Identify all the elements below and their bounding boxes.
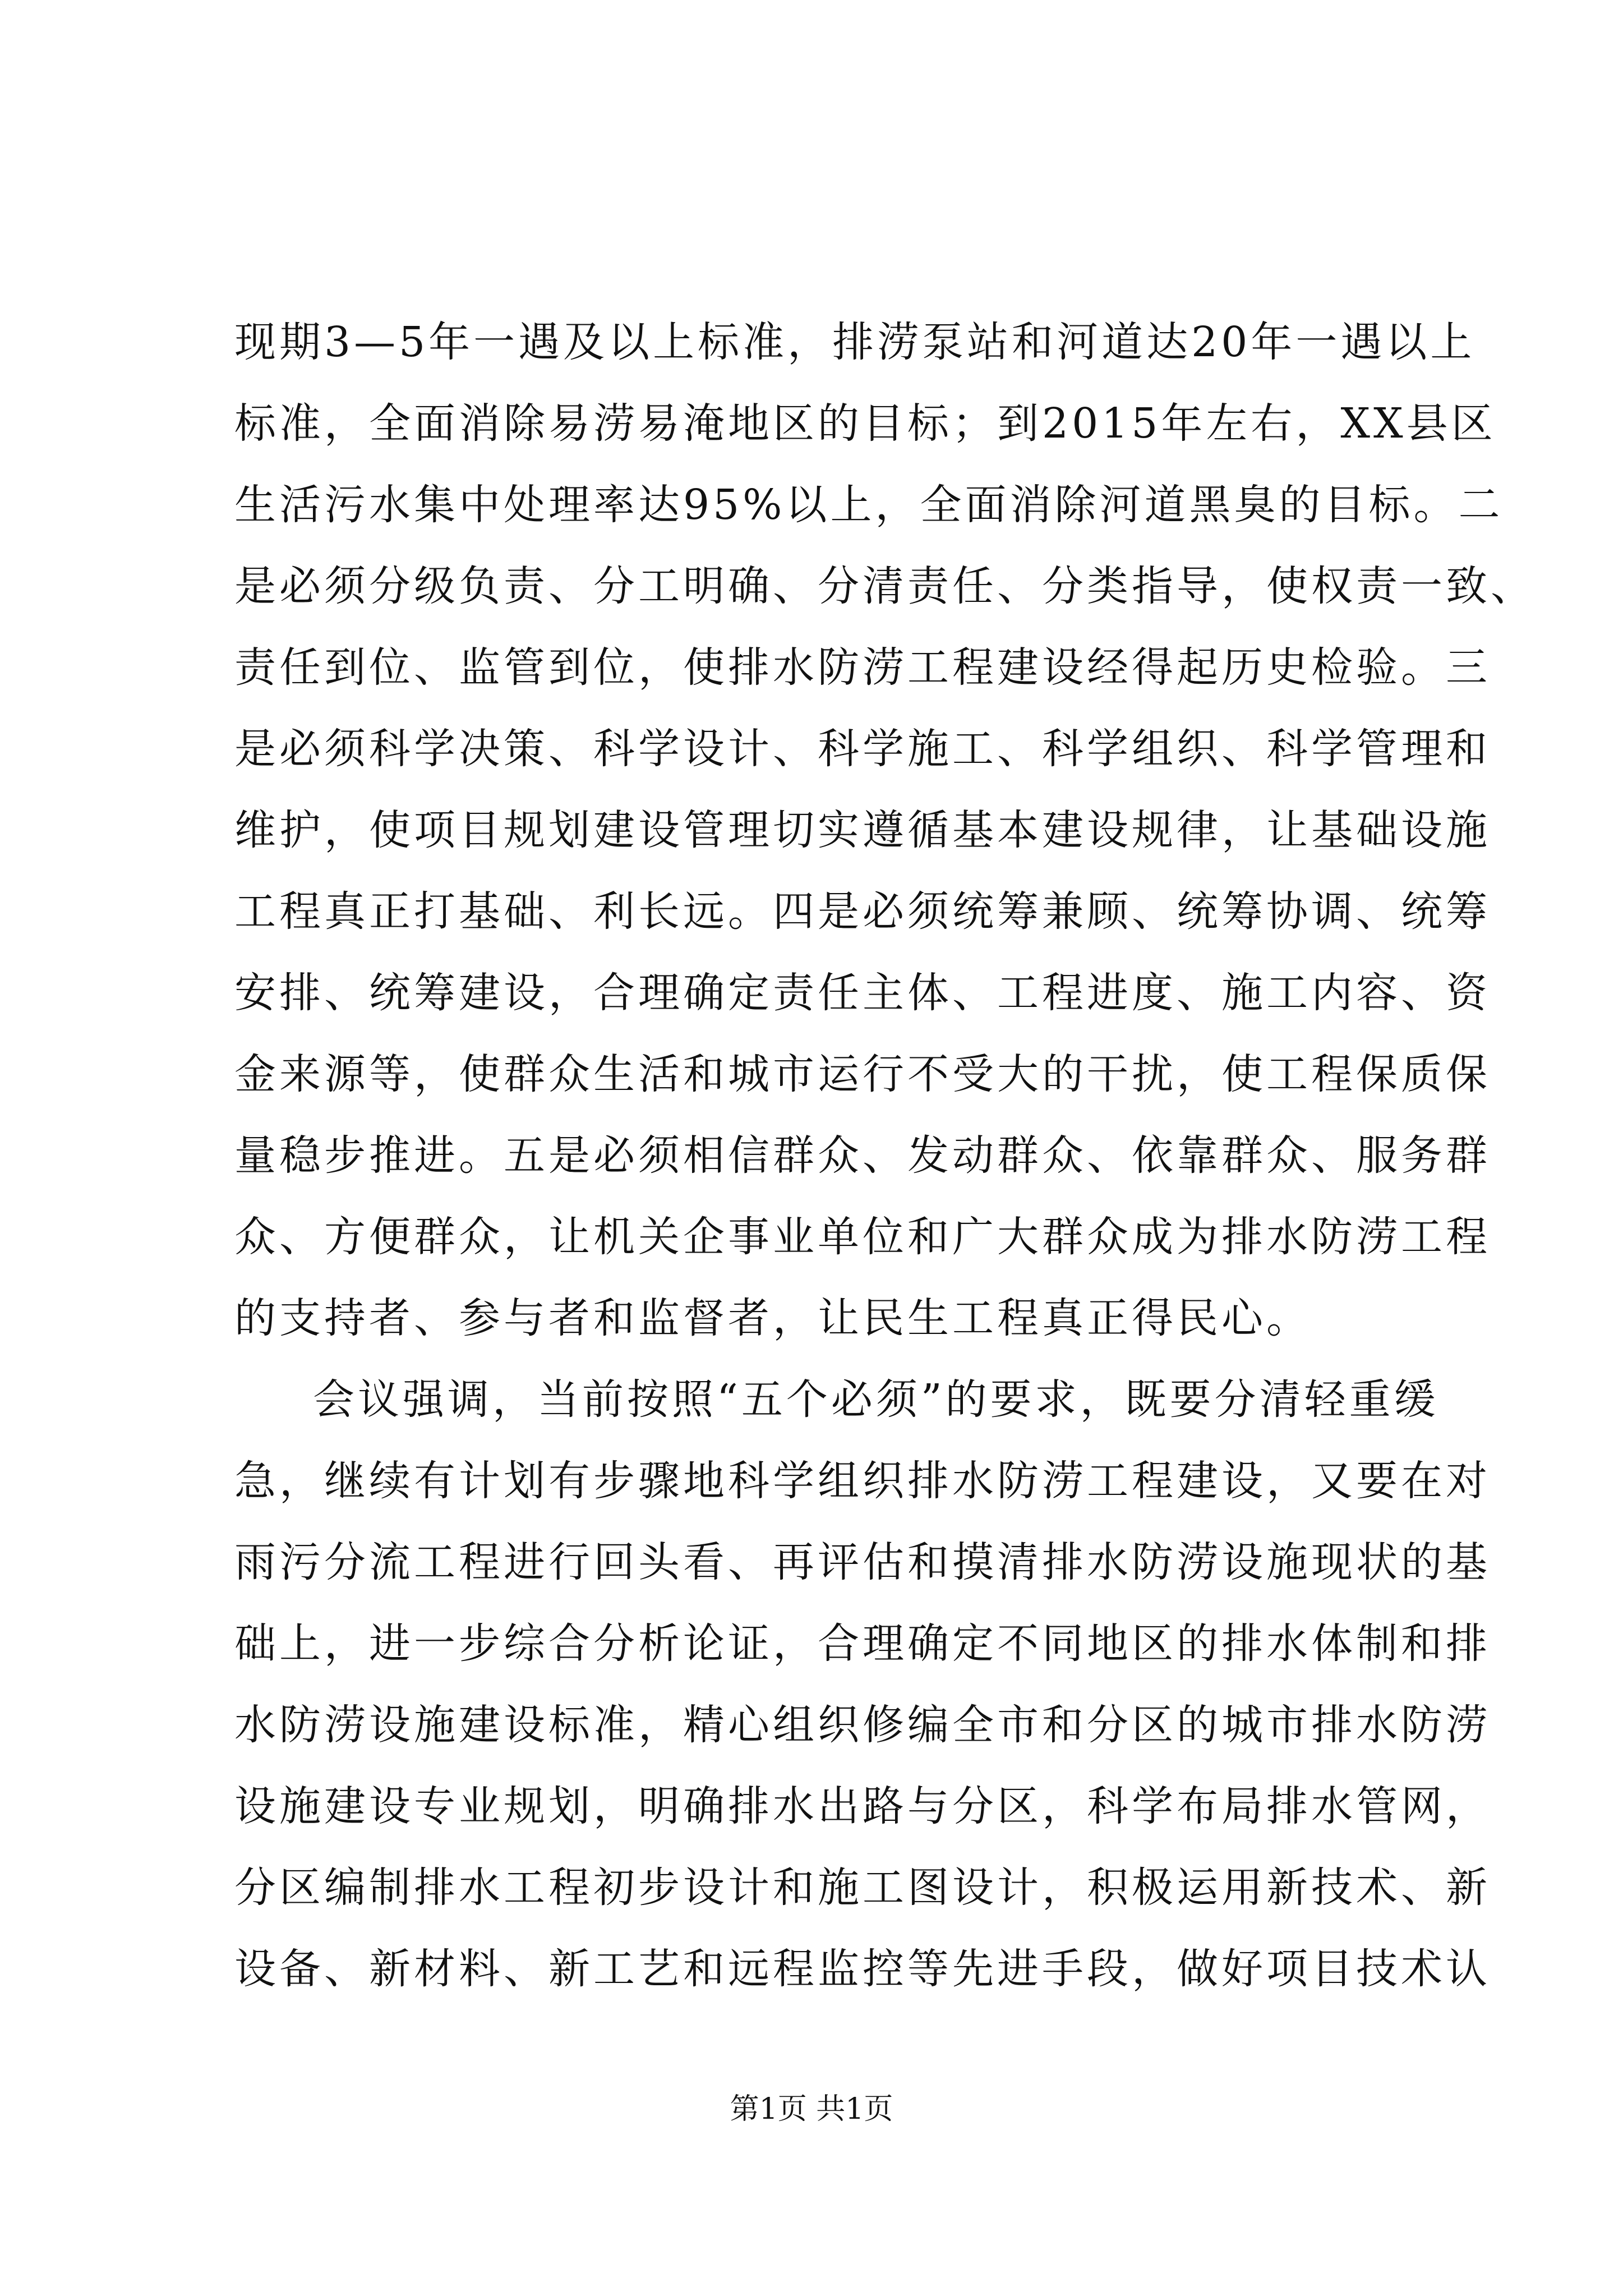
- text-line: 雨污分流工程进行回头看、再评估和摸清排水防涝设施现状的基: [234, 1538, 1491, 1586]
- paragraph-first-line: 会议强调，当前按照“五个必须”的要求，既要分清轻重缓: [313, 1375, 1439, 1424]
- text-line: 础上，进一步综合分析论证，合理确定不同地区的排水体制和排: [234, 1619, 1491, 1668]
- text-line: 现期3—5年一遇及以上标准，排涝泵站和河道达20年一遇以上: [234, 318, 1476, 366]
- text-line: 是必须分级负责、分工明确、分清责任、分类指导，使权责一致、: [234, 562, 1536, 610]
- text-line: 分区编制排水工程初步设计和施工图设计，积极运用新技术、新: [234, 1864, 1491, 1912]
- text-line: 的支持者、参与者和监督者，让民生工程真正得民心。: [234, 1294, 1311, 1342]
- page-footer: 第1页 共1页: [730, 2092, 893, 2126]
- text-line: 维护，使项目规划建设管理切实遵循基本建设规律，让基础设施: [234, 806, 1491, 854]
- text-line: 金来源等，使群众生活和城市运行不受大的干扰，使工程保质保: [234, 1050, 1491, 1098]
- text-line: 标准，全面消除易涝易淹地区的目标；到2015年左右，XX县区: [234, 399, 1496, 448]
- text-line: 是必须科学决策、科学设计、科学施工、科学组织、科学管理和: [234, 725, 1491, 773]
- text-line: 安排、统筹建设，合理确定责任主体、工程进度、施工内容、资: [234, 969, 1491, 1017]
- text-line: 工程真正打基础、利长远。四是必须统筹兼顾、统筹协调、统筹: [234, 887, 1491, 936]
- text-line: 责任到位、监管到位，使排水防涝工程建设经得起历史检验。三: [234, 643, 1491, 692]
- text-line: 设备、新材料、新工艺和远程监控等先进手段，做好项目技术认: [234, 1945, 1491, 1993]
- text-line: 众、方便群众，让机关企事业单位和广大群众成为排水防涝工程: [234, 1213, 1491, 1261]
- text-line: 量稳步推进。五是必须相信群众、发动群众、依靠群众、服务群: [234, 1131, 1491, 1180]
- text-line: 生活污水集中处理率达95%以上，全面消除河道黑臭的目标。二: [234, 481, 1504, 529]
- text-line: 设施建设专业规划，明确排水出路与分区，科学布局排水管网，: [234, 1782, 1491, 1830]
- text-line: 急，继续有计划有步骤地科学组织排水防涝工程建设，又要在对: [234, 1457, 1491, 1505]
- text-line: 水防涝设施建设标准，精心组织修编全市和分区的城市排水防涝: [234, 1701, 1491, 1749]
